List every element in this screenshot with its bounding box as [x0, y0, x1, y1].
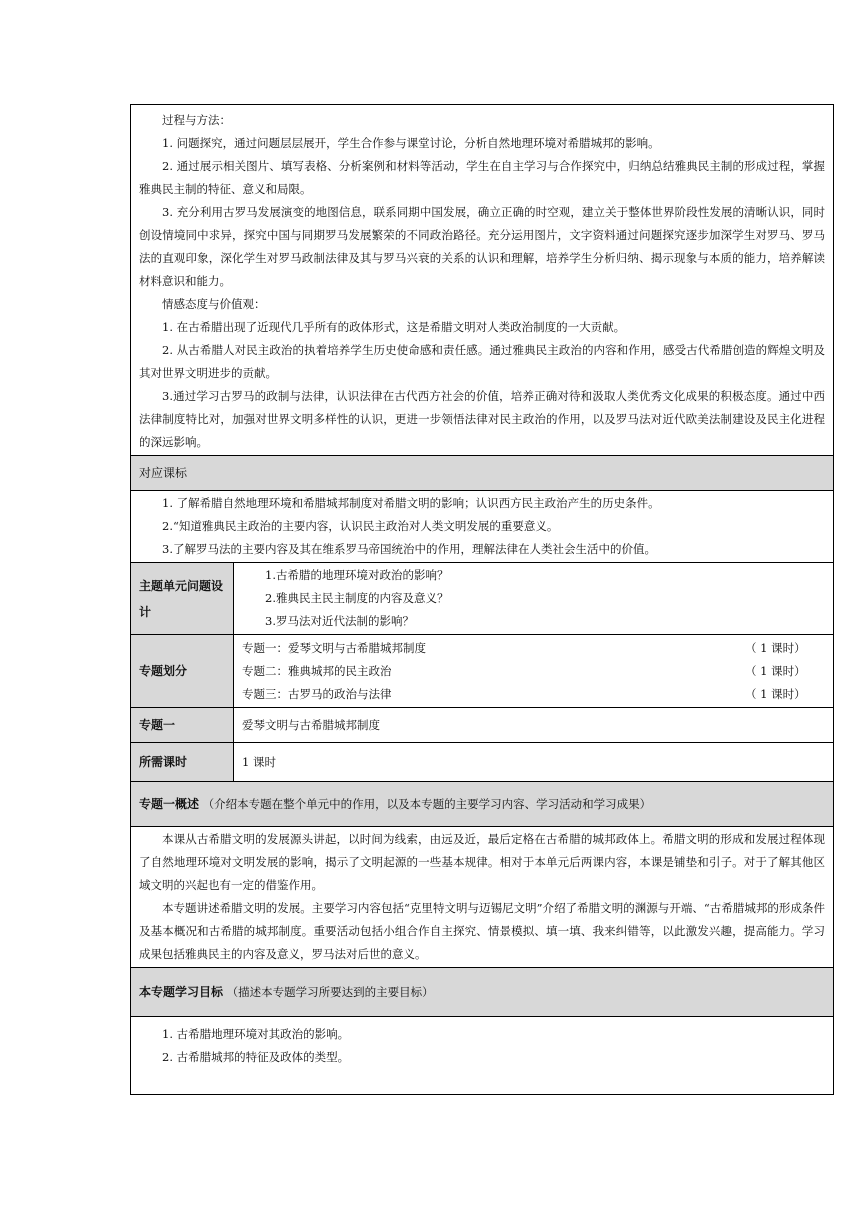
hours-label: 所需课时 [131, 743, 234, 782]
standards-row [131, 491, 834, 563]
topic-line [242, 683, 825, 706]
process-heading: 过程与方法： [162, 113, 231, 127]
overview-paragraph: 本专题讲述希腊文明的发展。主要学习内容包括“克里特文明与迈锡尼文明”介绍了希腊文明的渊源与开端、“古希腊城邦的形成条件及基本概况和古希腊的城邦制度。重要活动包括小组合作自主探究、情景模拟、填一填、我来纠错等，以此激发兴趣，提高能力。学习成果包括雅典民主的内容及意义，罗马法对后世的意义。 [139, 901, 826, 961]
topics-cell [234, 635, 834, 708]
topic1-value: 爱琴文明与古希腊城邦制度 [234, 708, 834, 743]
process-item: 1. 问题探究，通过问题层层展开，学生合作参与课堂讨论，分析自然地理环境对希腊城邦的影响。 [162, 136, 660, 150]
standard-item: 3.了解罗马法的主要内容及其在维系罗马帝国统治中的作用，理解法律在人类社会生活中的价值。 [162, 542, 656, 556]
objectives-row [131, 1017, 834, 1095]
objectives-cell [131, 1017, 834, 1095]
process-item: 3. 充分利用古罗马发展演变的地图信息，联系同期中国发展，确立正确的时空观，建立关于整体世界阶段性发展的清晰认识，同时创设情境同中求异，探究中国与同期罗马发展繁荣的不同政治路径。充分运用图片，文字资料通过问题探究逐步加深学生对罗马、罗马法的直观印象，深化学生对罗马政制法律及其与罗马兴衰的关系的认识和理解，培养学生分析归纳、揭示现象与本质的能力，培养解读材料意识和能力。 [139, 205, 826, 288]
topics-label: 专题划分 [131, 635, 234, 708]
overview-title: 专题一概述 [139, 796, 200, 811]
process-item: 2. 通过展示相关图片、填写表格、分析案例和材料等活动，学生在自主学习与合作探究中，归纳总结雅典民主制的形成过程，掌握雅典民主制的特征、意义和局限。 [139, 159, 826, 196]
overview-header [131, 782, 834, 827]
objectives-note: （描述本专题学习所要达到的主要目标） [226, 984, 434, 999]
overview-paragraph: 本课从古希腊文明的发展源头讲起，以时间为线索，由远及近，最后定格在古希腊的城邦政体上。希腊文明的形成和发展过程体现了自然地理环境对文明发展的影响，揭示了文明起源的一些基本规律。相对于本单元后两课内容，本课是铺垫和引子。对于了解其他区域文明的兴起也有一定的借鉴作用。 [139, 832, 826, 892]
topic-name: 专题二：雅典城邦的民主政治 [242, 663, 392, 678]
objective-item: 1. 古希腊地理环境对其政治的影响。 [162, 1027, 350, 1041]
topic-hours: （ 1 课时） [745, 640, 806, 655]
question-item: 1.古希腊的地理环境对政治的影响？ [265, 568, 449, 582]
topic1-row [131, 708, 834, 743]
topic1-label: 专题一 [131, 708, 234, 743]
topic-line [242, 637, 825, 660]
objectives-title: 本专题学习目标 [139, 984, 224, 999]
questions-cell [234, 563, 834, 635]
overview-row [131, 827, 834, 968]
objective-item: 2. 古希腊城邦的特征及政体的类型。 [162, 1050, 350, 1064]
questions-row [131, 563, 834, 635]
question-item: 3.罗马法对近代法制的影响？ [265, 614, 414, 628]
topic-name: 专题一：爱琴文明与古希腊城邦制度 [242, 640, 426, 655]
overview-cell [131, 827, 834, 968]
standards-header: 对应课标 [131, 456, 834, 491]
emotion-item: 1. 在古希腊出现了近现代几乎所有的政体形式，这是希腊文明对人类政治制度的一大贡献。 [162, 320, 626, 334]
question-item: 2.雅典民主民主制度的内容及意义？ [265, 591, 449, 605]
standard-item: 1. 了解希腊自然地理环境和希腊城邦制度对希腊文明的影响；认识西方民主政治产生的历史条件。 [162, 496, 660, 510]
overview-note: （介绍本专题在整个单元中的作用，以及本专题的主要学习内容、学习活动和学习成果） [202, 796, 652, 811]
lesson-plan-table [130, 104, 834, 1095]
objectives-header [131, 968, 834, 1017]
standard-item: 2.“知道雅典民主政治的主要内容，认识民主政治对人类文明发展的重要意义。 [162, 519, 559, 533]
emotion-item: 3.通过学习古罗马的政制与法律，认识法律在古代西方社会的价值，培养正确对待和汲取人类优秀文化成果的积极态度。通过中西法律制度特比对，加强对世界文明多样性的认识，更进一步领悟法律对民主政治的作用，以及罗马法对近代欧美法制建设及民主化进程的深远影响。 [139, 389, 826, 449]
goals-row [131, 105, 834, 456]
hours-row [131, 743, 834, 782]
goals-cell [131, 105, 834, 456]
standards-header-row [131, 456, 834, 491]
emotion-heading: 情感态度与价值观： [162, 297, 266, 311]
objectives-header-row [131, 968, 834, 1017]
topic-name: 专题三：古罗马的政治与法律 [242, 686, 392, 701]
standards-cell [131, 491, 834, 563]
topic-line [242, 660, 825, 683]
questions-label: 主题单元问题设计 [131, 563, 234, 635]
topics-row [131, 635, 834, 708]
overview-header-row [131, 782, 834, 827]
topic-hours: （ 1 课时） [745, 663, 806, 678]
emotion-item: 2. 从古希腊人对民主政治的执着培养学生历史使命感和责任感。通过雅典民主政治的内容和作用，感受古代希腊创造的辉煌文明及其对世界文明进步的贡献。 [139, 343, 826, 380]
topic-hours: （ 1 课时） [745, 686, 806, 701]
lesson-plan-document [130, 104, 833, 1095]
hours-value: 1 课时 [234, 743, 834, 782]
